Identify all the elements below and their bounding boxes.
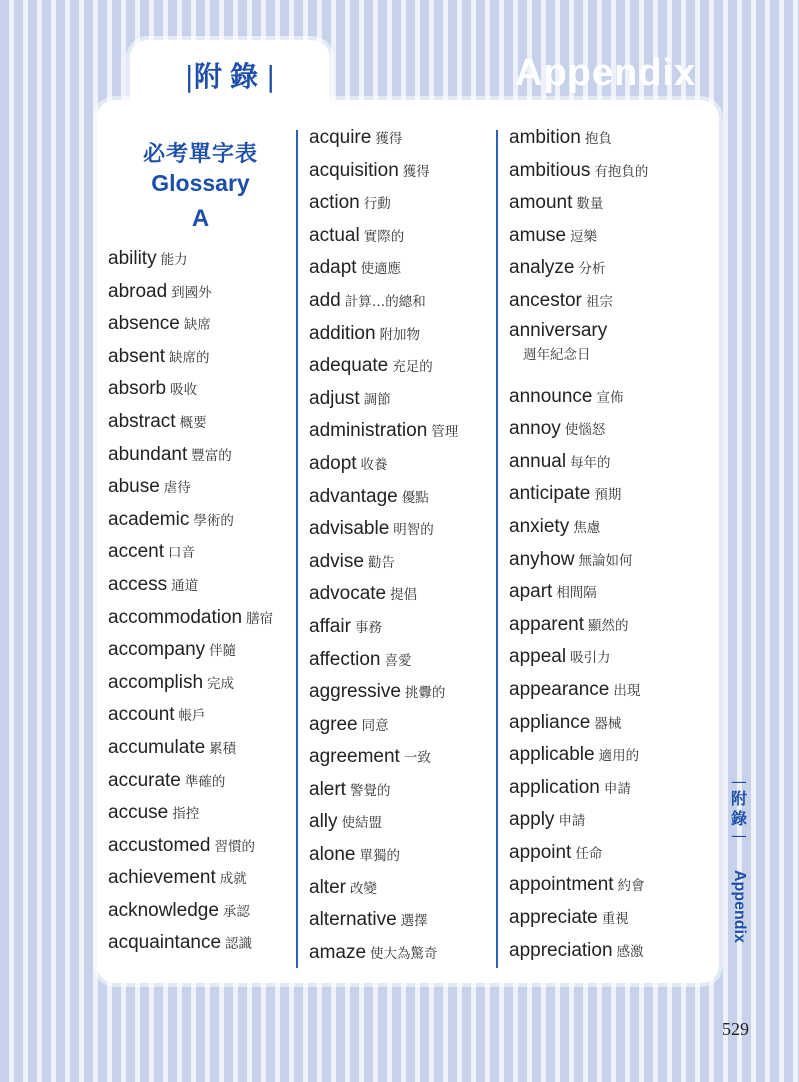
glossary-entry (309, 806, 494, 839)
glossary-entry (509, 641, 714, 674)
glossary-entry (309, 676, 494, 709)
entry-translation: 吸收 (170, 382, 198, 399)
glossary-entry (108, 308, 293, 341)
entry-word: adequate (309, 355, 389, 377)
entry-word: amuse (509, 224, 567, 246)
glossary-entry (309, 187, 494, 220)
entry-word: anticipate (509, 483, 591, 505)
glossary-entry (309, 937, 494, 970)
glossary-entry (309, 383, 494, 416)
entry-word: appreciation (509, 939, 613, 961)
side-char-1: 附 (730, 789, 747, 808)
glossary-entry (309, 122, 494, 155)
glossary-title-en: Glossary (151, 170, 250, 196)
appendix-title: Appendix (515, 52, 697, 94)
entry-translation: 有抱負的 (594, 163, 649, 180)
entry-translation: 調節 (363, 391, 391, 408)
entry-translation: 單獨的 (359, 848, 400, 865)
entry-word: academic (108, 508, 190, 530)
glossary-entry (108, 602, 293, 635)
entry-translation: 抱負 (584, 131, 612, 147)
entry-word: alert (309, 778, 346, 800)
entry-word: appearance (509, 678, 610, 700)
entry-word: ambition (509, 127, 581, 148)
entry-word: accumulate (108, 736, 206, 758)
entry-translation: 警覺的 (349, 782, 391, 799)
entry-translation: 約會 (617, 878, 645, 895)
entry-translation: 充足的 (392, 359, 433, 376)
glossary-entry (108, 536, 293, 569)
glossary-entry (108, 667, 293, 700)
glossary-entry (509, 318, 714, 381)
entry-word: accustomed (108, 834, 211, 856)
entry-translation: 重視 (601, 911, 629, 928)
glossary-entry (108, 732, 293, 765)
side-label-zh (727, 772, 751, 845)
entry-word: advisable (309, 518, 390, 540)
entry-word: adopt (309, 452, 357, 474)
entry-word: acquire (309, 127, 372, 148)
entry-translation: 選擇 (400, 913, 428, 930)
entry-word: accommodation (108, 606, 243, 628)
entry-translation: 宣佈 (596, 389, 624, 406)
entry-word: administration (309, 420, 428, 442)
glossary-entry (509, 155, 714, 188)
glossary-entry (309, 415, 494, 448)
entry-translation: 口音 (167, 545, 195, 562)
entry-translation: 優點 (401, 489, 429, 506)
entry-translation: 使適應 (360, 261, 402, 278)
glossary-entry (108, 699, 293, 732)
entry-translation: 明智的 (393, 522, 434, 539)
entry-translation: 計算…的總和 (344, 293, 426, 310)
entry-word: accompany (108, 639, 206, 661)
entry-translation: 伴隨 (209, 643, 237, 660)
glossary-entry (309, 578, 494, 611)
entry-word: acquaintance (108, 932, 222, 954)
entry-translation: 使結盟 (341, 815, 383, 832)
entry-word: analyze (509, 257, 575, 279)
glossary-column-3 (509, 122, 714, 967)
glossary-column-1 (108, 122, 293, 960)
entry-translation: 使惱怒 (564, 422, 606, 439)
entry-translation: 勸告 (367, 554, 395, 571)
entry-word: appliance (509, 711, 591, 733)
entry-translation: 無論如何 (578, 552, 633, 569)
glossary-entry (509, 220, 714, 253)
entry-word: acknowledge (108, 899, 219, 921)
entry-translation: 收養 (360, 456, 388, 473)
entry-translation: 膳宿 (246, 610, 274, 627)
glossary-entry (309, 904, 494, 937)
glossary-entry (509, 187, 714, 220)
entry-translation: 管理 (431, 424, 459, 441)
entry-word: actual (309, 224, 360, 246)
glossary-entry (509, 804, 714, 837)
entry-word: absence (108, 313, 180, 335)
entry-translation: 事務 (354, 619, 382, 636)
entry-translation: 器械 (594, 715, 622, 732)
glossary-entry (108, 439, 293, 472)
glossary-entry (108, 243, 293, 276)
glossary-entry (309, 155, 494, 188)
entry-word: advise (309, 550, 364, 572)
glossary-entry (509, 478, 714, 511)
glossary-entry (108, 504, 293, 537)
entry-word: application (509, 776, 600, 798)
entry-word: apply (509, 809, 555, 831)
glossary-entry (309, 285, 494, 318)
entry-translation: 豐富的 (191, 447, 232, 464)
entry-word: achievement (108, 867, 216, 889)
entry-word: aggressive (309, 681, 401, 703)
glossary-title-zh: 必考單字表 (142, 142, 258, 167)
entry-translation: 焦慮 (573, 519, 601, 536)
entry-word: abundant (108, 443, 188, 465)
entry-word: ability (108, 248, 157, 269)
glossary-entry (509, 122, 714, 155)
glossary-entry (108, 830, 293, 863)
entry-translation: 習慣的 (214, 838, 255, 855)
glossary-entry (108, 569, 293, 602)
entry-word: adapt (309, 257, 357, 279)
entry-translation: 吸引力 (570, 650, 611, 667)
glossary-header (108, 137, 293, 237)
glossary-entry (309, 774, 494, 807)
entry-word: alter (309, 876, 346, 898)
glossary-entry (509, 544, 714, 577)
entry-translation: 分析 (578, 261, 606, 278)
glossary-entry (309, 481, 494, 514)
entry-translation: 提倡 (390, 587, 418, 604)
glossary-entry (309, 350, 494, 383)
glossary-entry (509, 935, 714, 968)
glossary-entry (309, 513, 494, 546)
glossary-entry (108, 276, 293, 309)
side-dash-top: — (731, 772, 747, 791)
entry-translation: 承認 (222, 903, 250, 920)
appendix-tab-label (130, 55, 330, 95)
entry-word: absent (108, 345, 166, 367)
glossary-entry (309, 448, 494, 481)
entry-translation: 實際的 (363, 228, 405, 245)
entry-word: ally (309, 811, 338, 833)
entry-word: anxiety (509, 515, 570, 537)
side-dash-bottom: — (731, 826, 747, 845)
entry-translation: 成就 (219, 871, 247, 888)
entry-translation: 一致 (403, 750, 431, 767)
entry-list (108, 243, 293, 960)
entry-translation: 任命 (575, 845, 603, 862)
entry-translation: 獲得 (375, 131, 403, 147)
entry-translation: 逗樂 (570, 228, 598, 245)
entry-translation: 虐待 (163, 480, 191, 497)
entry-word: appoint (509, 841, 572, 863)
entry-word: abstract (108, 410, 176, 432)
entry-translation: 認識 (225, 936, 253, 953)
entry-translation: 同意 (361, 717, 389, 734)
entry-translation: 通道 (171, 577, 199, 594)
entry-word: add (309, 289, 341, 311)
entry-word: advantage (309, 485, 398, 507)
entry-word: applicable (509, 744, 595, 766)
glossary-entry (509, 446, 714, 479)
entry-word: affair (309, 615, 351, 637)
entry-translation: 挑釁的 (404, 685, 446, 702)
tab-label-text: 附錄 (193, 60, 266, 93)
page-number: 529 (722, 1019, 749, 1039)
glossary-entry (309, 741, 494, 774)
entry-word: accurate (108, 769, 181, 791)
section-letter: A (191, 205, 210, 232)
entry-word: alternative (309, 909, 397, 931)
entry-translation: 到國外 (171, 284, 212, 301)
entry-translation: 祖宗 (585, 293, 613, 310)
entry-translation: 申請 (603, 780, 631, 797)
entry-translation: 獲得 (402, 163, 430, 180)
entry-word: anyhow (509, 548, 575, 570)
glossary-entry (509, 707, 714, 740)
entry-translation: 申請 (558, 813, 586, 830)
entry-word: appeal (509, 646, 567, 668)
entry-word: abuse (108, 476, 160, 498)
glossary-entry (108, 634, 293, 667)
entry-translation: 相間隔 (556, 585, 597, 602)
entry-translation: 帳戶 (178, 708, 206, 725)
entry-translation: 指控 (172, 806, 200, 823)
glossary-entry (309, 220, 494, 253)
entry-translation: 準確的 (184, 773, 226, 790)
glossary-entry (108, 927, 293, 960)
entry-translation: 學術的 (193, 512, 234, 529)
entry-word: appointment (509, 874, 614, 896)
glossary-entry (108, 341, 293, 374)
glossary-entry (309, 644, 494, 677)
glossary-entry (509, 837, 714, 870)
glossary-entry (108, 373, 293, 406)
entry-word: access (108, 573, 168, 595)
entry-word: agreement (309, 746, 400, 768)
glossary-entry (509, 869, 714, 902)
entry-translation: 概要 (179, 414, 207, 431)
entry-word: alone (309, 844, 356, 866)
glossary-entry (309, 872, 494, 905)
glossary-entry (509, 285, 714, 318)
entry-word: absorb (108, 378, 167, 400)
glossary-entry (509, 576, 714, 609)
entry-translation: 行動 (363, 196, 391, 213)
entry-translation: 數量 (576, 196, 604, 213)
side-label-en: Appendix (731, 870, 748, 943)
entry-word: amaze (309, 941, 367, 963)
entry-translation: 顯然的 (588, 617, 629, 634)
entry-translation: 出現 (613, 682, 641, 699)
glossary-entry (309, 839, 494, 872)
glossary-entry (309, 709, 494, 742)
entry-translation: 能力 (160, 252, 188, 268)
entry-word: amount (509, 192, 573, 214)
glossary-entry (509, 511, 714, 544)
glossary-entry (509, 609, 714, 642)
entry-word: annual (509, 450, 567, 472)
column-divider (296, 130, 298, 968)
entry-word: ambitious (509, 159, 591, 181)
entry-word: appreciate (509, 907, 598, 929)
entry-translation: 缺席 (183, 317, 211, 334)
entry-translation: 累積 (209, 740, 237, 757)
entry-word: agree (309, 713, 358, 735)
glossary-entry (108, 797, 293, 830)
entry-translation: 喜愛 (384, 652, 412, 669)
glossary-entry (309, 252, 494, 285)
entry-word: annoy (509, 418, 561, 440)
entry-word: apparent (509, 613, 585, 635)
glossary-entry (509, 739, 714, 772)
entry-translation: 使大為驚奇 (370, 945, 438, 962)
entry-word: action (309, 192, 360, 214)
entry-translation: 改變 (349, 880, 377, 897)
entry-word: accent (108, 541, 164, 563)
tab-bar-right: | (266, 60, 276, 93)
entry-translation: 預期 (594, 487, 622, 504)
glossary-entry (309, 611, 494, 644)
entry-word: account (108, 704, 175, 726)
glossary-entry (509, 902, 714, 935)
entry-word: adjust (309, 387, 360, 409)
side-char-2: 錄 (730, 809, 747, 828)
entry-word: addition (309, 322, 376, 344)
entry-word: acquisition (309, 159, 399, 181)
glossary-entry (509, 772, 714, 805)
entry-word: announce (509, 385, 593, 407)
column-divider (496, 130, 498, 968)
glossary-entry (509, 413, 714, 446)
entry-translation: 完成 (207, 675, 235, 692)
entry-translation: 週年紀念日 (523, 346, 591, 363)
glossary-entry (108, 765, 293, 798)
glossary-entry (509, 252, 714, 285)
glossary-entry (108, 471, 293, 504)
glossary-entry (108, 862, 293, 895)
glossary-entry (309, 546, 494, 579)
entry-word: accomplish (108, 671, 204, 693)
entry-word: ancestor (509, 289, 582, 311)
glossary-entry (309, 318, 494, 351)
entry-word: anniversary (509, 319, 608, 341)
entry-translation: 適用的 (598, 748, 640, 765)
entry-translation: 附加物 (379, 326, 421, 343)
tab-bar-left: | (184, 60, 194, 93)
glossary-entry (108, 406, 293, 439)
entry-list (509, 122, 714, 967)
entry-word: abroad (108, 280, 168, 302)
glossary-entry (509, 381, 714, 414)
glossary-entry (108, 895, 293, 928)
glossary-column-2 (309, 122, 494, 969)
entry-translation: 感激 (616, 943, 644, 960)
entry-word: apart (509, 581, 553, 603)
entry-word: accuse (108, 802, 169, 824)
entry-word: affection (309, 648, 381, 670)
entry-list (309, 122, 494, 969)
entry-translation: 缺席的 (169, 349, 210, 366)
entry-translation: 每年的 (570, 454, 611, 471)
glossary-entry (509, 674, 714, 707)
entry-word: advocate (309, 583, 387, 605)
